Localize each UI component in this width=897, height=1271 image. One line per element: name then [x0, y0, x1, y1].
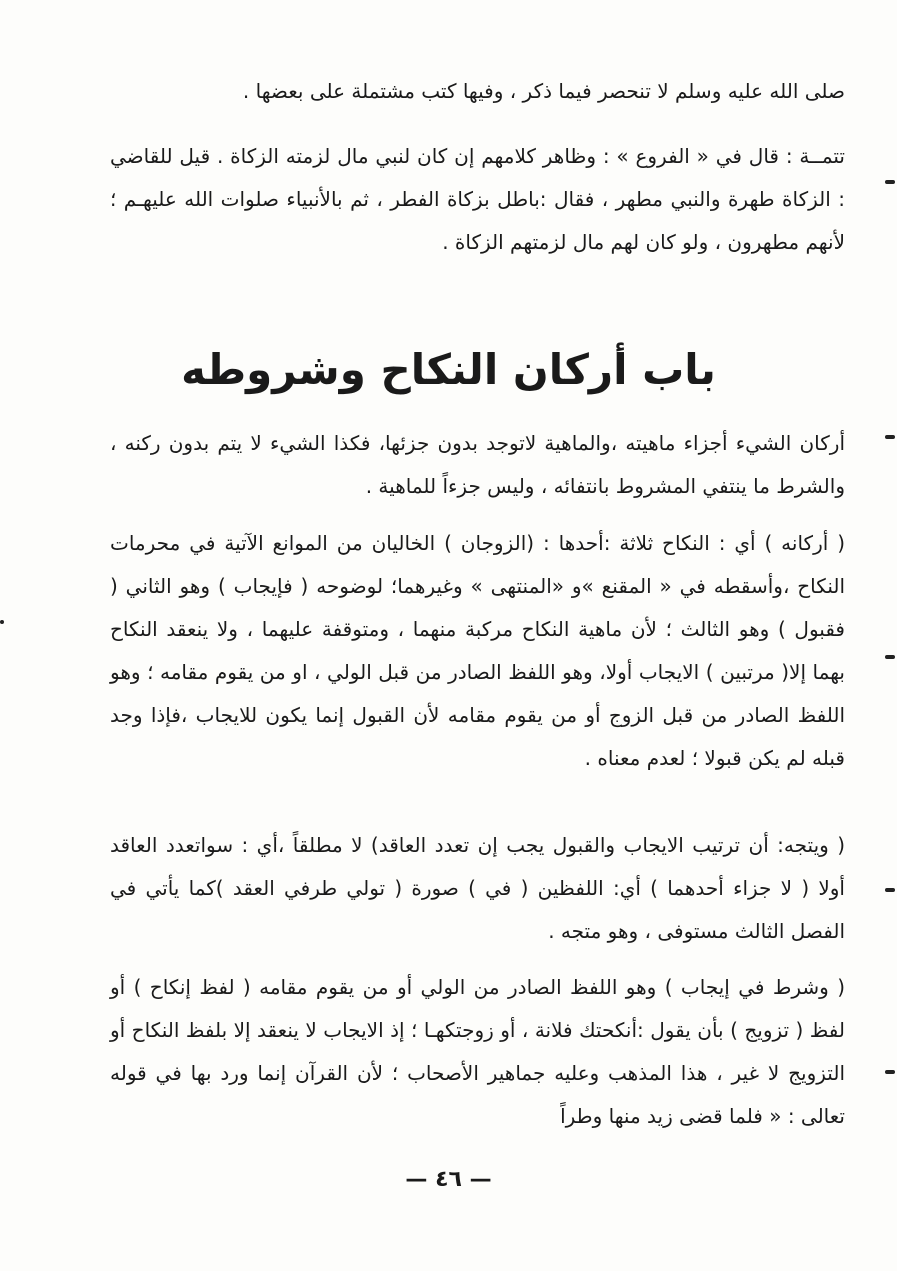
margin-mark [885, 180, 895, 184]
margin-mark [885, 435, 895, 439]
chapter-heading: باب أركان النكاح وشروطه [181, 345, 716, 394]
tatimma-block [110, 135, 845, 264]
intro-line: صلى الله عليه وسلم لا تنحصر فيما ذكر ، وفيها كتب مشتملة على بعضها . [242, 79, 845, 103]
margin-mark [885, 655, 895, 659]
body-block-1 [110, 422, 845, 508]
margin-mark [885, 1070, 895, 1074]
body-block-2 [110, 522, 845, 780]
margin-mark [885, 888, 895, 892]
tatimma-paragraph: تتمــة : قال في « الفروع » : وظاهر كلامهم إن كان لنبي مال لزمته الزكاة . قيل للقاضي : الزكاة طهرة والنبي مطهر ، فقال :باطل بزكاة الفطر ، ثم بالأنبياء صلوات الله عليهـم ؛لأنهم مطهرون ، ولو كان لهم مال لزمتهم الزكاة . [110, 144, 845, 254]
body-block-4 [110, 966, 845, 1138]
body-block-3 [110, 824, 845, 953]
paragraph-yattajih: ( ويتجه: أن ترتيب الايجاب والقبول يجب إن تعدد العاقد) لا مطلقاً ،أي : سواتعدد العاقد أولا ( لا جزاء أحدهما ) أي: اللفظين ( في ) صورة ( تولي طرفي العقد )كما يأتي في الفصل الثالث مستوفى ، وهو متجه . [110, 833, 845, 943]
intro-block [110, 70, 845, 113]
paragraph-ijab: ( وشرط في إيجاب ) وهو اللفظ الصادر من الولي أو من يقوم مقامه ( لفظ إنكاح ) أو لفظ ( تزويج ) بأن يقول :أنكحتك فلانة ، أو زوجتكهـا ؛ إذ الايجاب لا ينعقد إلا بلفظ النكاح أو التزويج لا غير ، هذا المذهب وعليه جماهير الأصحاب ؛ لأن القرآن إنما ورد بها في قوله تعالى : « فلما قضى زيد منها وطراً [110, 975, 845, 1128]
margin-mark [0, 620, 4, 624]
paragraph-definition: أركان الشيء أجزاء ماهيته ،والماهية لاتوجد بدون جزئها، فكذا الشيء لا يتم بدون ركنه ، والشرط ما ينتفي المشروط بانتفائه ، وليس جزءاً للماهية . [110, 431, 845, 498]
paragraph-arkan: ( أركانه ) أي : النكاح ثلاثة :أحدها : (الزوجان ) الخاليان من الموانع الآتية في محرمات النكاح ،وأسقطه في « المقنع »و «المنتهى » وغيرهما؛ لوضوحه ( فإيجاب ) وهو الثاني ( فقبول ) وهو الثالث ؛ لأن ماهية النكاح مركبة منهما ، ومتوقفة عليهما ، ولا ينعقد النكاح بهما إلا( مرتبين ) الايجاب أولا، وهو اللفظ الصادر من قبل الولي ، او من يقوم مقامه ؛ وهو اللفظ الصادر من قبل الزوج أو من يقوم مقامه لأن القبول إنما يكون للايجاب ،فإذا وجد قبله لم يكن قبولا ؛ لعدم معناه . [110, 531, 845, 770]
page-number: — ٤٦ — [405, 1167, 492, 1192]
